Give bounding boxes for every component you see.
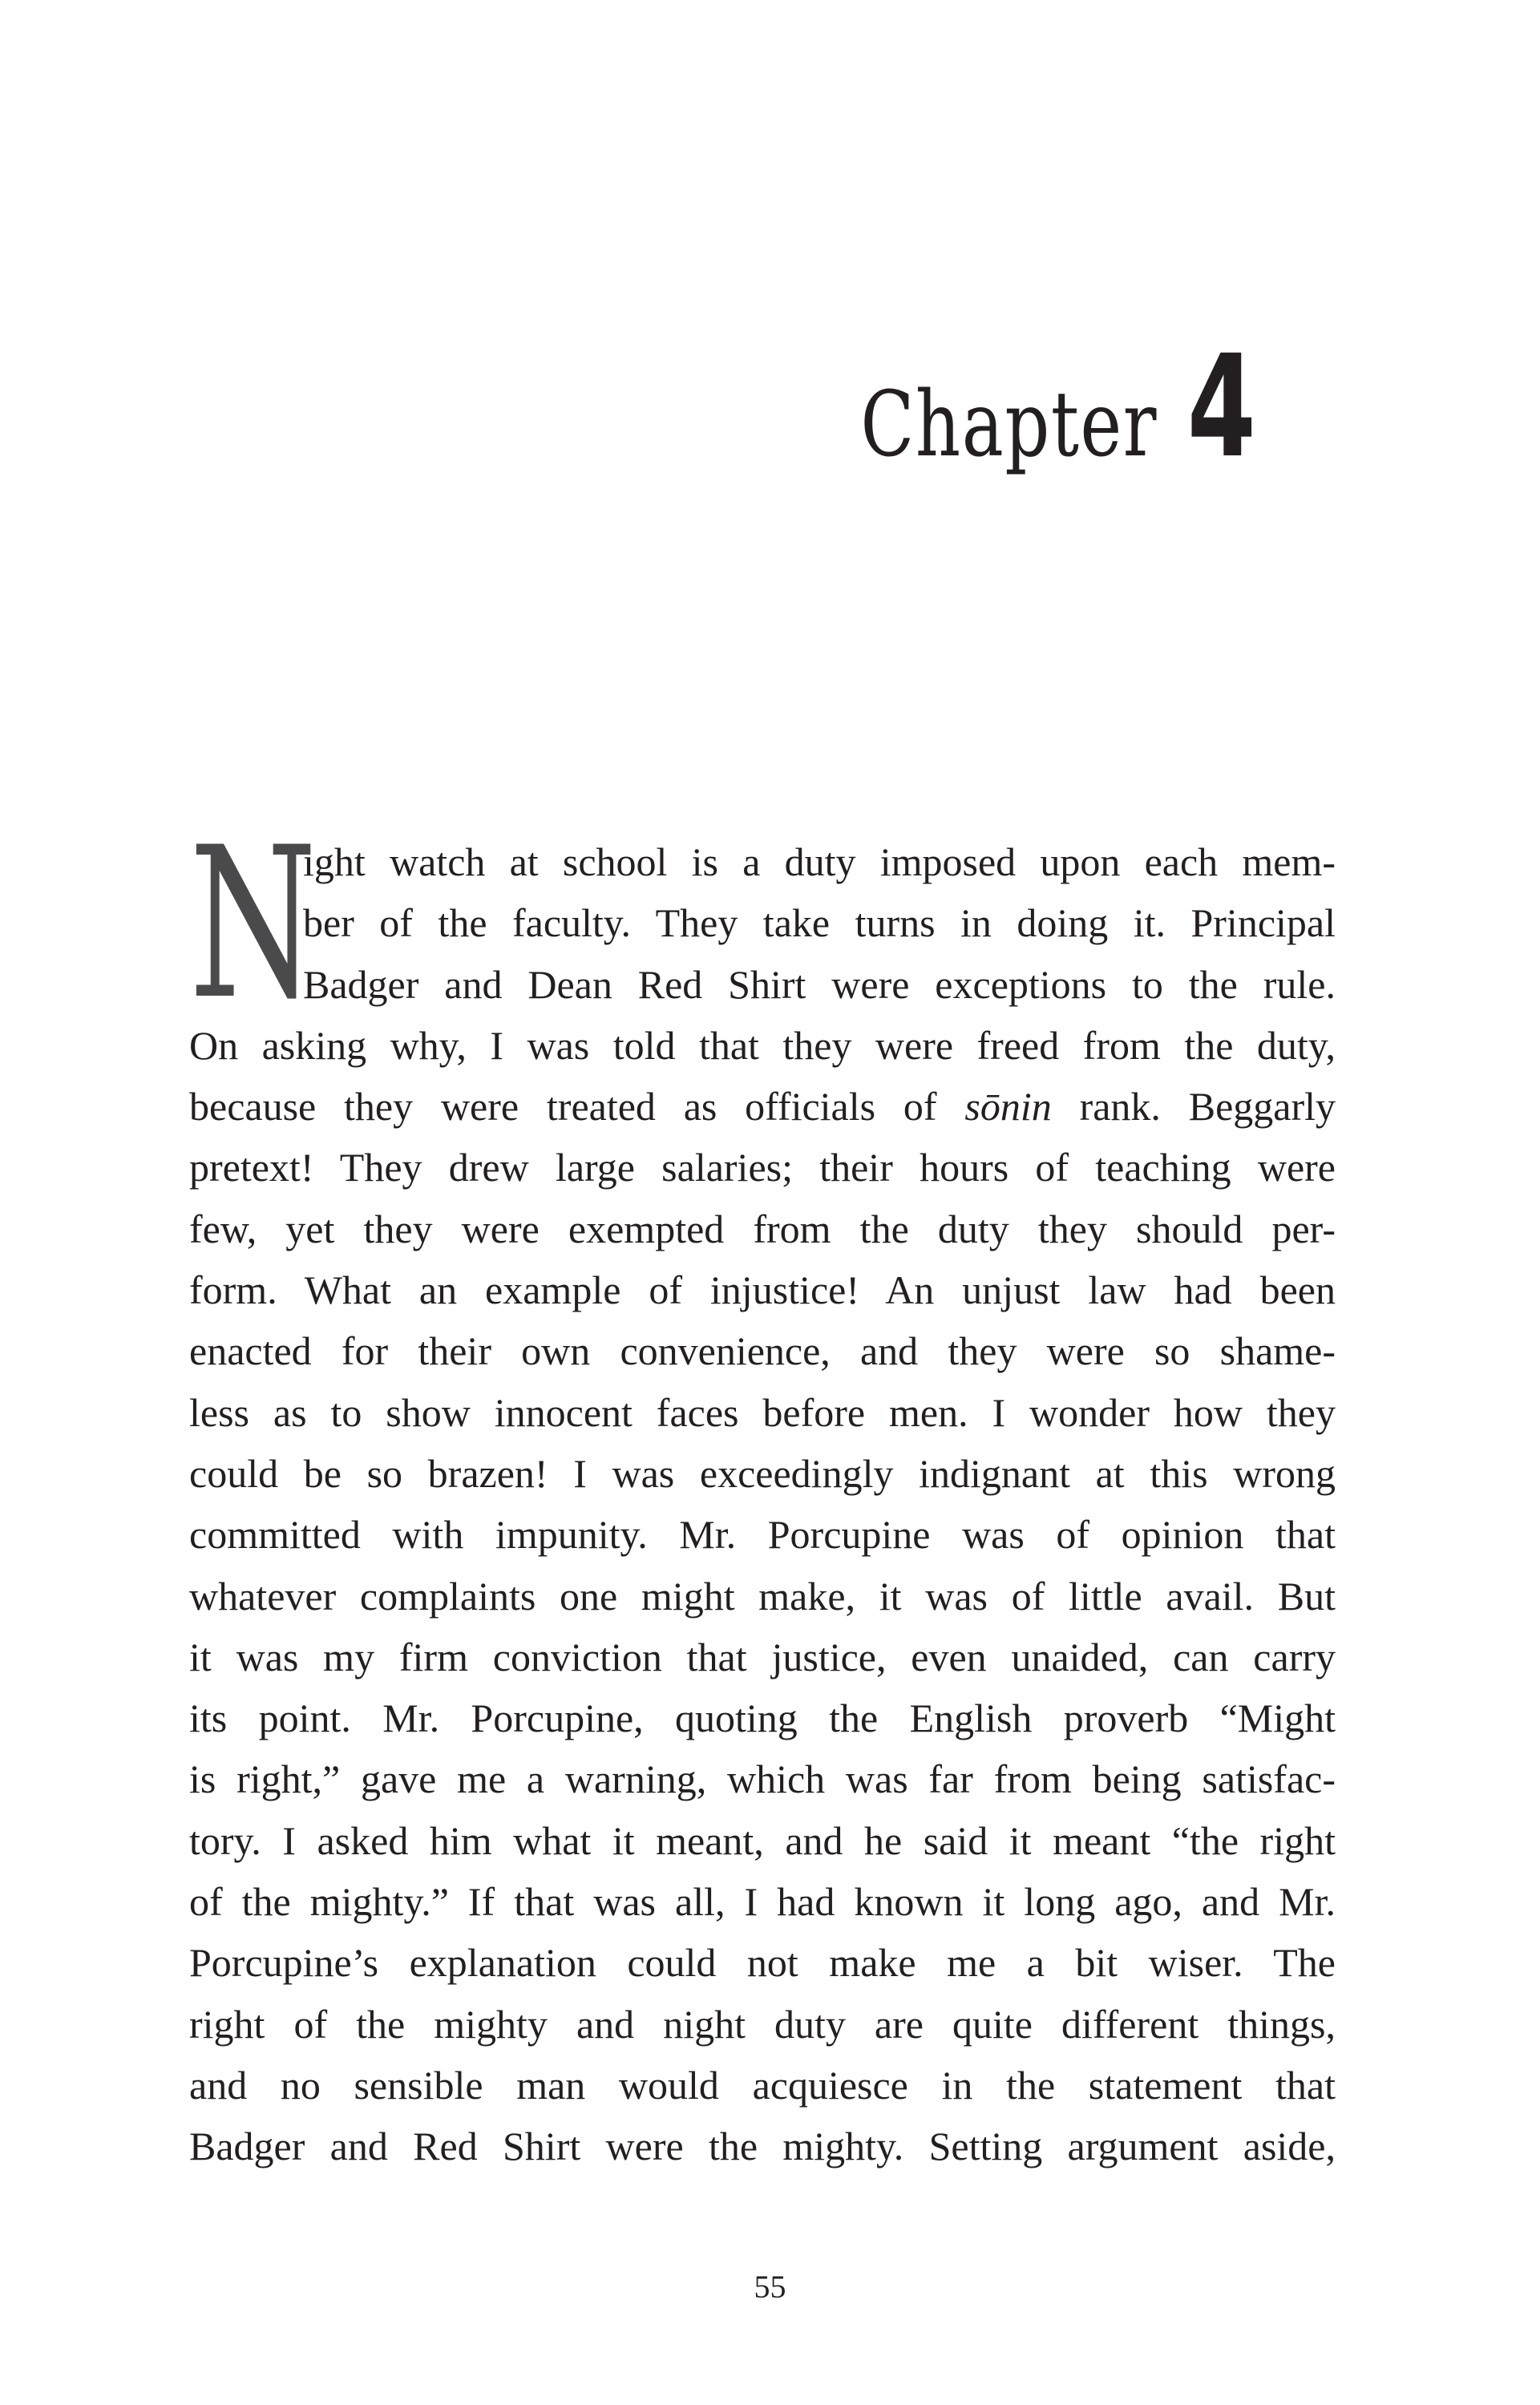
text-line: form. What an example of injustice! An unjust law had been [189, 1267, 1336, 1313]
text-line: Badger and Red Shirt were the mighty. Setting argument aside, [189, 2124, 1336, 2169]
text-line: of the mighty.” If that was all, I had known it long ago, and Mr. [189, 1879, 1336, 1925]
text-line: ight watch at school is a duty imposed upon each mem- [303, 839, 1336, 884]
italic-term: sōnin [964, 1084, 1052, 1130]
text-line: because they were treated as officials of sōnin rank. Beggarly [189, 1084, 1336, 1130]
page-number: 55 [754, 2269, 786, 2305]
drop-cap: N [189, 803, 317, 1045]
text-line: right of the mighty and night duty are quite different things, [189, 2001, 1336, 2047]
chapter-heading [777, 325, 1285, 489]
text-line: tory. I asked him what it meant, and he said it meant “the right [189, 1817, 1336, 1863]
text-line: committed with impunity. Mr. Porcupine was of opinion that [189, 1512, 1336, 1558]
text-line: is right,” gave me a warning, which was far from being satisfac- [189, 1756, 1336, 1802]
text-line: could be so brazen! I was exceedingly indignant at this wrong [189, 1450, 1336, 1496]
text-line: few, yet they were exempted from the duty they should per- [189, 1206, 1336, 1251]
text-line: it was my firm conviction that justice, even unaided, can carry [189, 1634, 1336, 1679]
text-line: pretext! They drew large salaries; their hours of teaching were [189, 1145, 1336, 1190]
chapter-word: Chapter [860, 373, 1158, 477]
text-line: Porcupine’s explanation could not make me a bit wiser. The [189, 1940, 1336, 1986]
text-line: enacted for their own convenience, and they were so shame- [189, 1328, 1336, 1374]
body-text [189, 803, 1336, 2177]
text-line: its point. Mr. Porcupine, quoting the English proverb “Might [189, 1696, 1336, 1741]
text-line: and no sensible man would acquiesce in the statement that [189, 2062, 1336, 2108]
text-line: Badger and Dean Red Shirt were exceptions to the rule. [303, 961, 1336, 1007]
chapter-number: 4 [1186, 325, 1256, 489]
text-line: less as to show innocent faces before men. I wonder how they [189, 1389, 1336, 1435]
text-line: whatever complaints one might make, it was of little avail. But [189, 1573, 1336, 1619]
text-line: On asking why, I was told that they were freed from the duty, [189, 1022, 1336, 1068]
text-line: ber of the faculty. They take turns in doing it. Principal [303, 900, 1336, 946]
